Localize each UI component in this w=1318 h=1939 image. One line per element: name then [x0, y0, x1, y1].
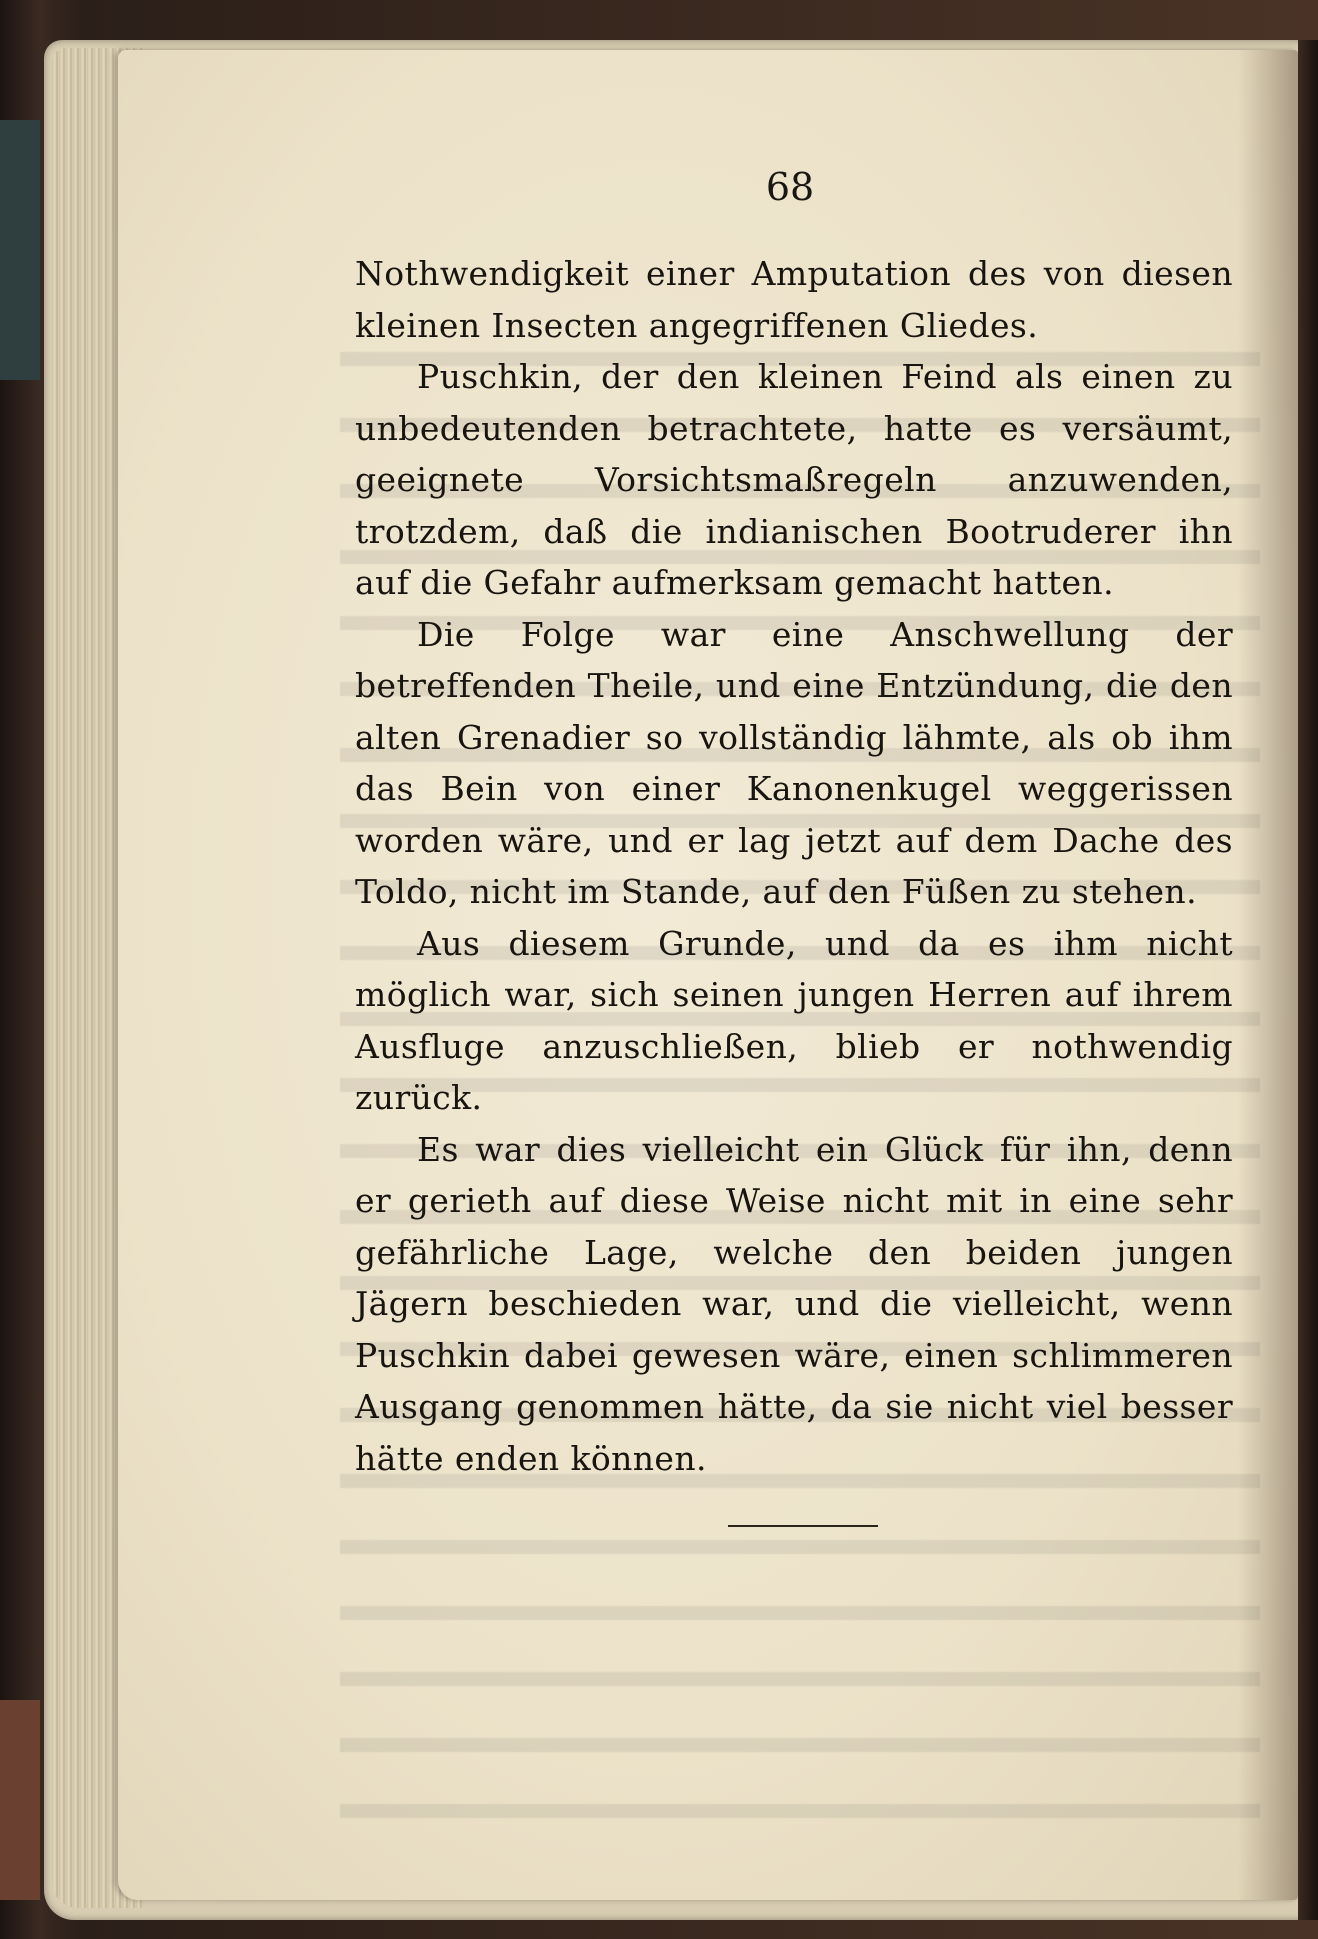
paragraph: Nothwendigkeit einer Amputation des von diesen kleinen Insecten angegriffenen Gliedes. — [355, 254, 1233, 345]
paragraph: Die Folge war eine Anschwellung der betreffenden Theile, und eine Entzündung, die den alten Grenadier so vollständig lähmte, als ob ihm das Bein von einer Kanonenkugel weggerissen worden wäre, und er lag jetzt auf dem Dache des Toldo, nicht im Stande, auf den Füßen zu stehen. — [355, 614, 1233, 911]
gutter-shadow — [1238, 50, 1298, 1900]
paragraph: Puschkin, der den kleinen Feind als einen zu unbedeutenden betrachtete, hatte es versäumt, geeignete Vorsichtsmaßregeln anzuwenden, trotzdem, daß die indianischen Bootruderer ihn auf die Gefahr aufmerksam gemacht hatten. — [355, 357, 1233, 602]
page-number: 68 — [765, 165, 815, 209]
body-text — [355, 248, 1233, 1484]
section-divider — [728, 1525, 878, 1527]
cover-edge-leather — [0, 1700, 40, 1900]
binding-edge — [1298, 40, 1318, 1920]
cover-edge-marbling — [0, 120, 40, 380]
paragraph: Aus diesem Grunde, und da es ihm nicht möglich war, sich seinen jungen Herren auf ihrem Ausfluge anzuschließen, blieb er nothwendig zurück. — [355, 923, 1233, 1117]
paragraph: Es war dies vielleicht ein Glück für ihn, denn er gerieth auf diese Weise nicht mit in eine sehr gefährliche Lage, welche den beiden jungen Jägern beschieden war, und die vielleicht, wenn Puschkin dabei gewesen wäre, einen schlimmeren Ausgang genommen hätte, da sie nicht viel besser hätte enden können. — [355, 1129, 1233, 1478]
